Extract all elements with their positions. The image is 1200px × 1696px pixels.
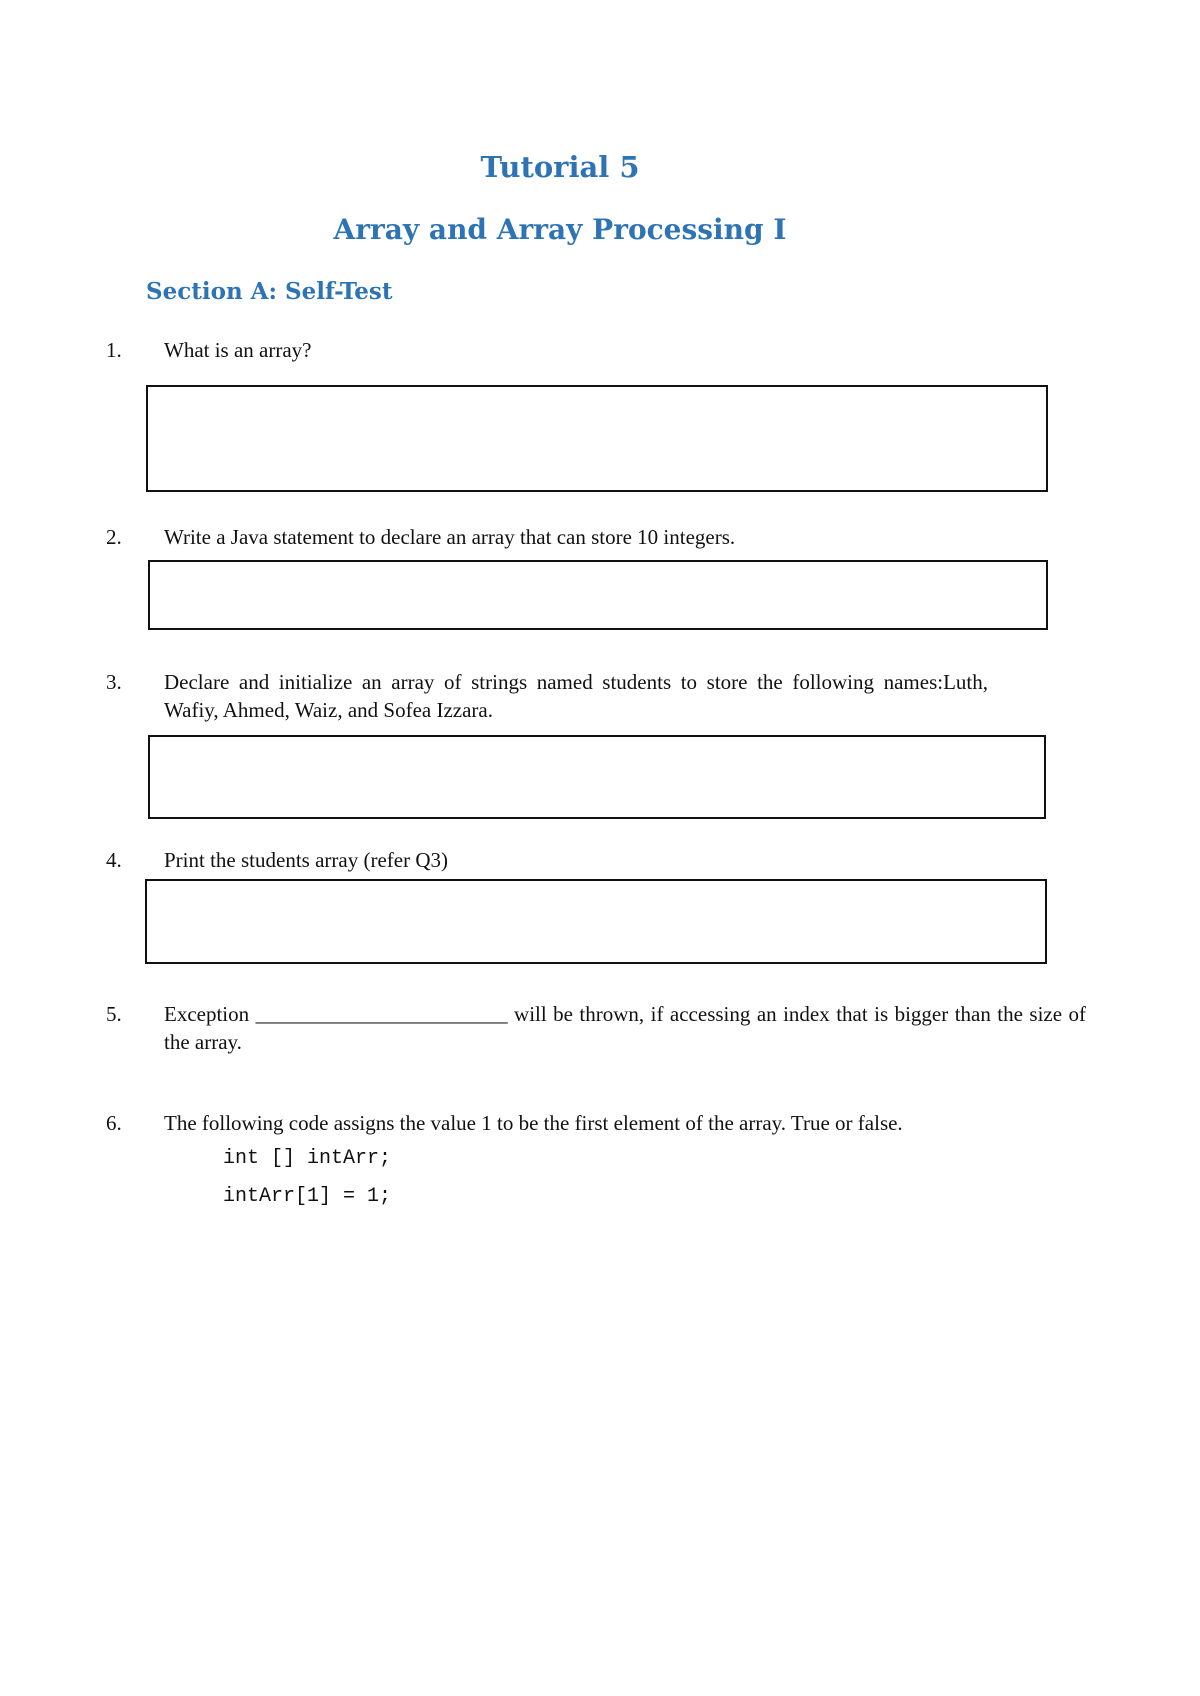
- code-line: intArr[1] = 1;: [223, 1185, 392, 1208]
- question-text: The following code assigns the value 1 to be the first element of the array. True or false.: [164, 1111, 903, 1135]
- section-heading: Section A: Self-Test: [146, 278, 393, 305]
- question-number: 5.: [106, 1002, 122, 1026]
- answer-box-q4[interactable]: [145, 879, 1047, 964]
- answer-box-q3[interactable]: [148, 735, 1046, 819]
- question-number: 1.: [106, 338, 122, 362]
- answer-box-q1[interactable]: [146, 385, 1048, 492]
- question-text: Write a Java statement to declare an array that can store 10 integers.: [164, 525, 736, 549]
- document-subtitle: Array and Array Processing I: [333, 213, 787, 246]
- question-number: 2.: [106, 525, 122, 549]
- question-number: 3.: [106, 670, 122, 694]
- answer-box-q2[interactable]: [148, 560, 1048, 630]
- question-number: 6.: [106, 1111, 122, 1135]
- code-line: int [] intArr;: [223, 1147, 392, 1170]
- question-number: 4.: [106, 848, 122, 872]
- question-text: Declare and initialize an array of strings named students to store the following names:Luth, Wafiy, Ahmed, Waiz, and Sofea Izzara.: [164, 670, 988, 722]
- document-title: Tutorial 5: [480, 150, 640, 184]
- question-text: Exception ________________________ will be thrown, if accessing an index that is bigger than the size of the array.: [164, 1002, 1086, 1054]
- question-text: Print the students array (refer Q3): [164, 848, 448, 872]
- question-text: What is an array?: [164, 338, 312, 362]
